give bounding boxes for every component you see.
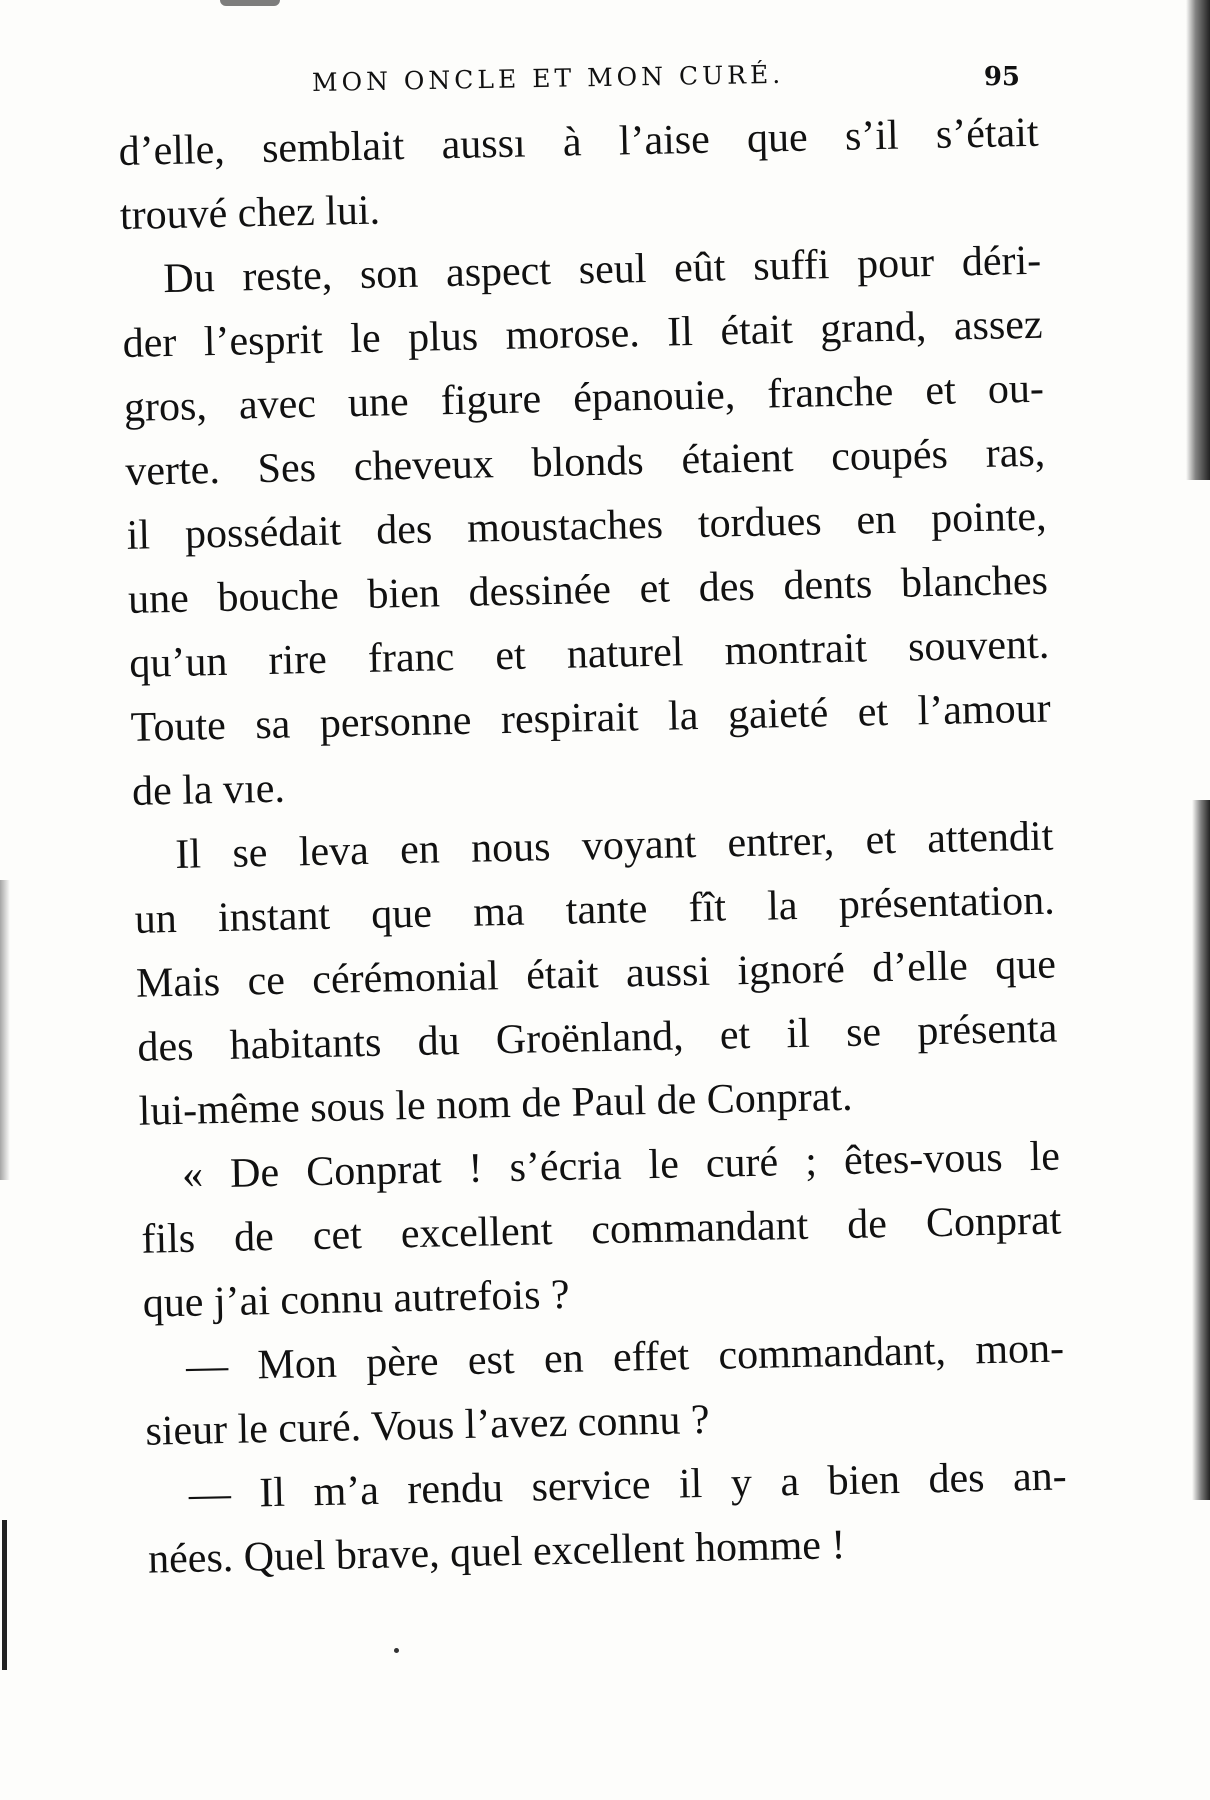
text-line: des habitants du Groënland, et il se présenta [136, 1005, 1058, 1071]
body-text [118, 101, 1069, 1592]
text-line: gros, avec une figure épanouie, franche et ou- [123, 365, 1045, 431]
text-line: lui-même sous le nom de Paul de Conprat. [138, 1073, 853, 1135]
text-line: Toute sa personne respirait la gaieté et l’amour [130, 685, 1052, 751]
text-line: d’elle, semblait aussı à l’aise que s’il s’était [118, 109, 1039, 175]
text-line: Mais ce cérémonial était aussi ignoré d’elle que [135, 941, 1057, 1007]
text-line: nées. Quel brave, quel excellent homme ! [147, 1522, 846, 1583]
text-line: de la vıe. [131, 765, 286, 815]
text-line: Il se leva en nous voyant entrer, et attendit [174, 813, 1054, 878]
running-title: MON ONCLE ET MON CURÉ. [311, 59, 785, 97]
text-line: trouvé chez lui. [119, 187, 381, 239]
scan-artifact-top [220, 0, 280, 6]
text-line: que j’ai connu autrefois ? [142, 1271, 571, 1327]
ink-dot [394, 1648, 399, 1653]
scan-shadow-right-top [1186, 0, 1210, 480]
text-line: un instant que ma tante fît la présentation. [134, 877, 1056, 943]
text-line: verte. Ses cheveux blonds étaient coupés ras, [124, 429, 1046, 495]
text-line: der l’esprit le plus morose. Il était grand, assez [122, 301, 1043, 367]
text-line: sieur le curé. Vous l’avez connu ? [144, 1396, 710, 1455]
text-line: qu’un rire franc et naturel montrait souvent. [128, 621, 1050, 687]
text-line: — Il m’a rendu service il y a bien des an- [188, 1453, 1068, 1518]
page-header [300, 59, 1020, 102]
scan-shadow-left-bottom [2, 1520, 7, 1670]
text-line: Du reste, son aspect seul eût suffi pour déri- [162, 237, 1042, 303]
text-line: une bouche bien dessinée et des dents blanches [127, 557, 1049, 623]
page-number: 95 [983, 62, 1020, 92]
text-line: — Mon père est en effet commandant, mon- [185, 1325, 1065, 1390]
text-line: fils de cet excellent commandant de Conprat [140, 1197, 1062, 1263]
text-line: « De Conprat ! s’écria le curé ; êtes-vous le [181, 1133, 1061, 1198]
scan-shadow-left-middle [0, 880, 10, 1180]
scan-shadow-right-middle [1192, 800, 1210, 1500]
text-line: il possédait des moustaches tordues en pointe, [126, 493, 1047, 559]
